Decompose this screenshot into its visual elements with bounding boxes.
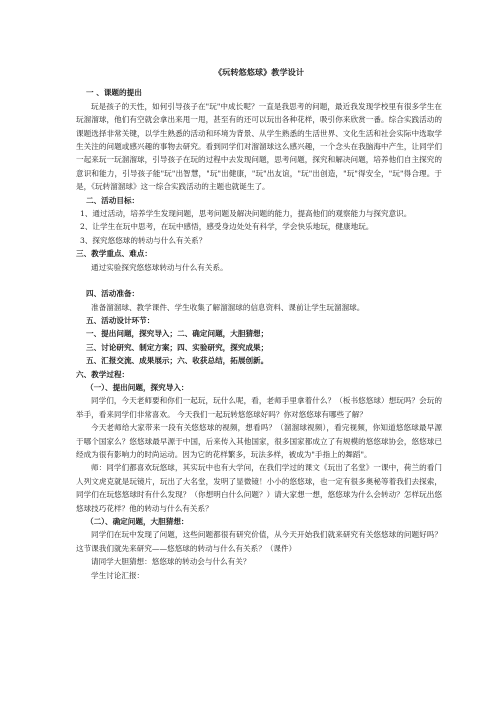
spacer <box>76 274 442 287</box>
goal-item-2: 2、让学生在玩中思考，在玩中感悟，感受身边处处有科学，学会快乐地玩，健康地玩。 <box>80 222 374 232</box>
subsection-heading-2: （二）、确定问题，大胆猜想： <box>86 517 189 526</box>
subsection-1-paragraph-3: 师：同学们都喜欢玩悠球，其实玩中也有大学问，在我们学过的课文《玩出了名堂》一课中，荷兰的看门人列文虎克就是玩镜片，玩出了大名堂，发明了显微镜！小小的悠悠球，也一定有很多奥秘等着我们去探索，同学们在玩悠悠球时有什么发现？（你想明白什么问题？）请大家想一想，悠悠球为什么会转动？怎样玩出悠悠球技巧花样？他的转动与什么有关系？ <box>76 463 442 513</box>
subsection-heading-1: （一）、提出问题，探究导入： <box>86 382 189 392</box>
subsection-2-paragraph-2: 请同学大胆猜想：悠悠球的转动会与什么有关？ <box>91 557 251 567</box>
goal-item-3: 3、探究悠悠球的转动与什么有关系？ <box>80 235 207 245</box>
activity-step-line-2: 三、讨论研究、制定方案；四、实验研究，探究成果； <box>86 342 269 352</box>
section-4-paragraph: 准备溜溜球、教学课件、学生收集了解溜溜球的信息资料、课前让学生玩溜溜球。 <box>91 302 365 312</box>
subsection-1-paragraph-2: 今天老师给大家带来一段有关悠悠球的视频，想看吗？（溜溜球视频），看完视频，你知道悠悠球最早源于哪个国家么？悠悠球最早源于中国，后来传入其他国家，很多国家都成立了有规模的悠悠球协会，悠悠球已经成为很有影响力的时尚运动。因为它的花样繁多，玩法多样，被成为"手指上的舞蹈"。 <box>76 423 442 459</box>
subsection-1-paragraph-1: 同学们，今天老师要和你们一起玩，玩什么呢，看，老师手里拿着什么？（板书悠悠球）想玩吗？会玩的举手，看来同学们非常喜欢。 今天我们一起玩转悠悠球好吗？你对悠悠球有哪些了解？ <box>76 396 442 419</box>
goal-item-1: 1、通过活动，培养学生发现问题，思考问题及解决问题的能力，提高他们的观察能力与探究意识。 <box>80 209 412 219</box>
activity-step-line-3: 五、汇报交流、成果展示；六、收获总结，拓展创新。 <box>86 356 269 366</box>
section-1-paragraph: 玩是孩子的天性，如何引导孩子在"玩"中成长呢？一直是我思考的问题，最近我发现学校里有很多学生在玩溜溜球，他们有空就会拿出来甩一甩，甚至有的还可以玩出各种花样，吸引你来欣赏一番。综合实践活动的课题选择非常关键，以学生熟悉的活动和环境为背景、从学生熟悉的生活世界、文化生活和社会实际中选取学生关注的问题或感兴趣的事物去研究。看到同学们对溜溜球这么感兴趣，一个念头在我脑海中产生，让同学们一起来玩一玩溜溜球，引导孩子在玩的过程中去发现问题，思考问题，探究和解决问题，培养他们自主探究的意识和能力，引导孩子能"玩"出智慧，"玩"出健康，"玩"出友谊，"玩"出创造，"玩"得安全，"玩"得合理。于是，《玩转溜溜球》这一综合实践活动的主题也就诞生了。 <box>76 101 442 192</box>
section-heading-6: 六、教学过程： <box>76 369 130 379</box>
subsection-2-paragraph-3: 学生讨论汇报： <box>91 570 145 580</box>
section-heading-3: 三、教学重点、难点： <box>76 249 152 259</box>
section-heading-2: 二、活动目标： <box>86 195 140 205</box>
section-3-paragraph: 通过实验探究悠悠球转动与什么有关系。 <box>91 262 228 272</box>
subsection-2-paragraph-1: 同学们在玩中发现了问题，这些问题都很有研究价值，从今天开始我们就来研究有关悠悠球的问题好吗？这节课我们就先来研究——悠悠球的转动与什么有关系？（课件） <box>76 530 442 553</box>
document-title: 《玩转悠悠球》教学设计 <box>213 67 305 77</box>
activity-step-line-1: 一、提出问题，探究导入；二、确定问题，大胆猜想； <box>86 329 269 339</box>
section-heading-5: 五、活动设计环节： <box>86 315 155 325</box>
section-heading-4: 四、活动准备： <box>86 289 140 299</box>
section-heading-1: 一 、课题的提出 <box>86 88 142 98</box>
